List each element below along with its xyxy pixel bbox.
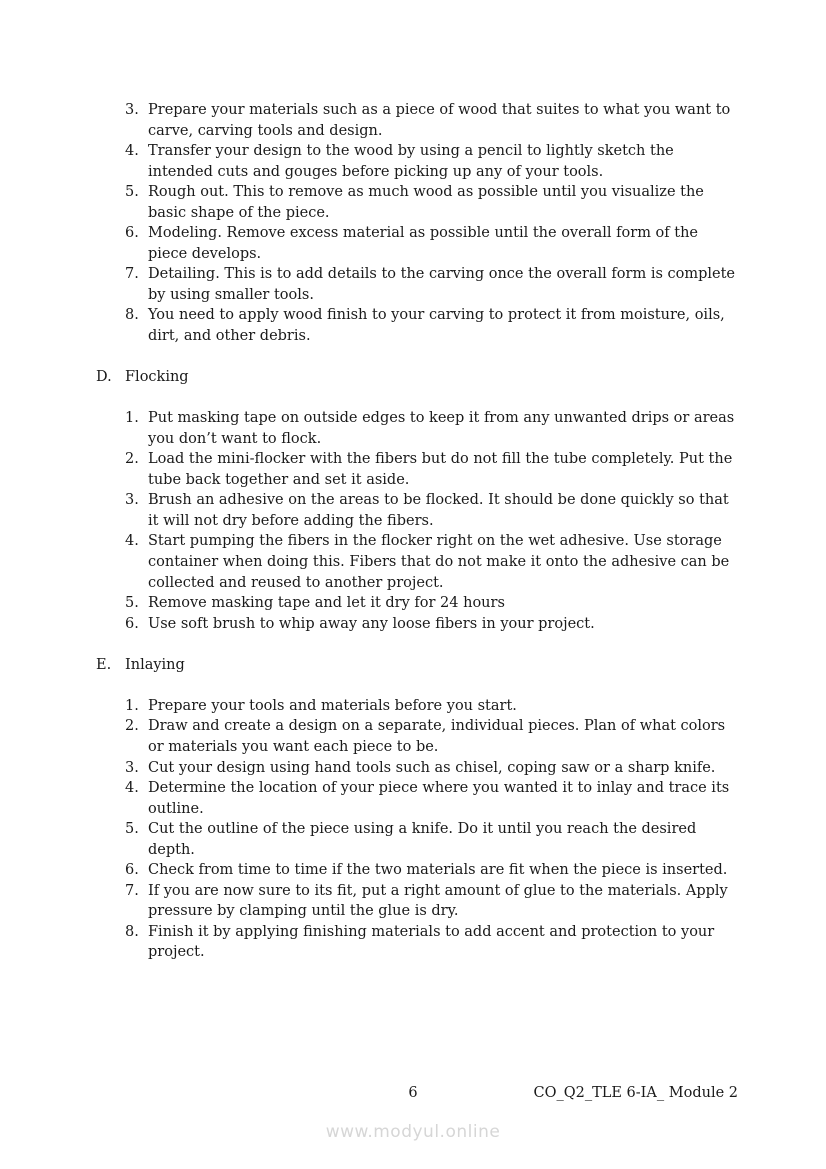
list-item-text: Remove masking tape and let it dry for 24 hours bbox=[148, 595, 505, 612]
list-item-text: Transfer your design to the wood by using a pencil to lightly sketch the intended cuts and gouges before picking up any of your tools. bbox=[148, 143, 674, 180]
list-item-number: 7. bbox=[125, 266, 139, 283]
list-item-text: Cut your design using hand tools such as chisel, coping saw or a sharp knife. bbox=[148, 759, 716, 776]
list-item-number: 6. bbox=[125, 225, 139, 242]
flocking-steps-list bbox=[125, 408, 738, 634]
section-heading-inlaying bbox=[96, 655, 738, 676]
list-item-number: 3. bbox=[125, 759, 139, 776]
list-item-text: Check from time to time if the two materials are fit when the piece is inserted. bbox=[148, 862, 728, 879]
list-item bbox=[125, 922, 738, 963]
list-item-text: Brush an adhesive on the areas to be flocked. It should be done quickly so that it will not dry before adding the fibers. bbox=[148, 492, 729, 529]
list-item bbox=[125, 819, 738, 860]
list-item bbox=[125, 531, 738, 593]
list-item-number: 4. bbox=[125, 780, 139, 797]
section-label: D. bbox=[96, 369, 112, 386]
list-item-number: 6. bbox=[125, 862, 139, 879]
section-label: E. bbox=[96, 656, 112, 673]
list-item-text: Put masking tape on outside edges to keep it from any unwanted drips or areas you don’t want to flock. bbox=[148, 410, 735, 447]
list-item-text: Modeling. Remove excess material as possible until the overall form of the piece develops. bbox=[148, 225, 699, 262]
list-item-number: 3. bbox=[125, 492, 139, 509]
list-item-number: 5. bbox=[125, 821, 139, 838]
list-item-text: Start pumping the fibers in the flocker right on the wet adhesive. Use storage container when doing this. Fibers that do not make it onto the adhesive can be collected and reused to another project. bbox=[148, 533, 730, 591]
list-item bbox=[125, 881, 738, 922]
list-item bbox=[125, 490, 738, 531]
list-item bbox=[125, 141, 738, 182]
list-item-number: 1. bbox=[125, 410, 139, 427]
page-content bbox=[96, 100, 738, 963]
list-item-text: Prepare your tools and materials before you start. bbox=[148, 697, 517, 714]
section-heading-flocking bbox=[96, 367, 738, 388]
list-item bbox=[125, 716, 738, 757]
module-code: CO_Q2_TLE 6-IA_ Module 2 bbox=[533, 1085, 738, 1101]
list-item-text: Use soft brush to whip away any loose fibers in your project. bbox=[148, 615, 595, 632]
list-item-number: 7. bbox=[125, 882, 139, 899]
list-item bbox=[125, 182, 738, 223]
list-item-number: 3. bbox=[125, 102, 139, 118]
list-item bbox=[125, 408, 738, 449]
inlaying-steps-list bbox=[125, 696, 738, 963]
list-item-text: If you are now sure to its fit, put a right amount of glue to the materials. Apply pressure by clamping until the glue is dry. bbox=[148, 882, 728, 920]
list-item-number: 5. bbox=[125, 184, 139, 201]
list-item-number: 6. bbox=[125, 615, 139, 632]
list-item bbox=[125, 860, 738, 881]
list-item bbox=[125, 305, 738, 346]
watermark-text: www.modyul.online bbox=[325, 1122, 501, 1142]
list-item-text: Determine the location of your piece where you wanted it to inlay and trace its outline. bbox=[148, 780, 730, 817]
list-item-number: 4. bbox=[125, 143, 139, 160]
list-item-number: 4. bbox=[125, 533, 139, 550]
list-item bbox=[125, 614, 738, 635]
list-item-text: Cut the outline of the piece using a knife. Do it until you reach the desired depth. bbox=[148, 821, 697, 858]
list-item-number: 8. bbox=[125, 923, 139, 940]
list-item-text: You need to apply wood finish to your carving to protect it from moisture, oils, dirt, and other debris. bbox=[148, 307, 725, 345]
sections-container bbox=[96, 367, 738, 963]
list-item-text: Load the mini-flocker with the fibers but do not fill the tube completely. Put the tube back together and set it aside. bbox=[148, 451, 733, 488]
list-item bbox=[125, 264, 738, 305]
list-item-number: 2. bbox=[125, 451, 139, 468]
list-item-number: 8. bbox=[125, 307, 139, 324]
list-item-text: Draw and create a design on a separate, individual pieces. Plan of what colors or materials you want each piece to be. bbox=[148, 718, 726, 755]
section-title: Flocking bbox=[125, 369, 189, 386]
list-item-text: Detailing. This is to add details to the carving once the overall form is complete by using smaller tools. bbox=[148, 266, 736, 303]
list-item bbox=[125, 449, 738, 490]
section-title: Inlaying bbox=[125, 656, 185, 673]
list-item-number: 1. bbox=[125, 697, 139, 714]
list-item bbox=[125, 696, 738, 717]
list-item-text: Finish it by applying finishing materials to add accent and protection to your project. bbox=[148, 923, 715, 961]
list-item-number: 5. bbox=[125, 595, 139, 612]
list-item-number: 2. bbox=[125, 718, 139, 735]
list-item bbox=[125, 223, 738, 264]
list-item-text: Prepare your materials such as a piece of wood that suites to what you want to carve, carving tools and design. bbox=[148, 102, 731, 139]
carving-steps-continued-list bbox=[125, 100, 738, 347]
list-item bbox=[125, 593, 738, 614]
list-item bbox=[125, 100, 738, 141]
page-number: 6 bbox=[408, 1085, 418, 1101]
list-item bbox=[125, 778, 738, 819]
list-item bbox=[125, 758, 738, 779]
page-footer bbox=[0, 1083, 826, 1104]
list-item-text: Rough out. This to remove as much wood as possible until you visualize the basic shape of the piece. bbox=[148, 184, 704, 221]
